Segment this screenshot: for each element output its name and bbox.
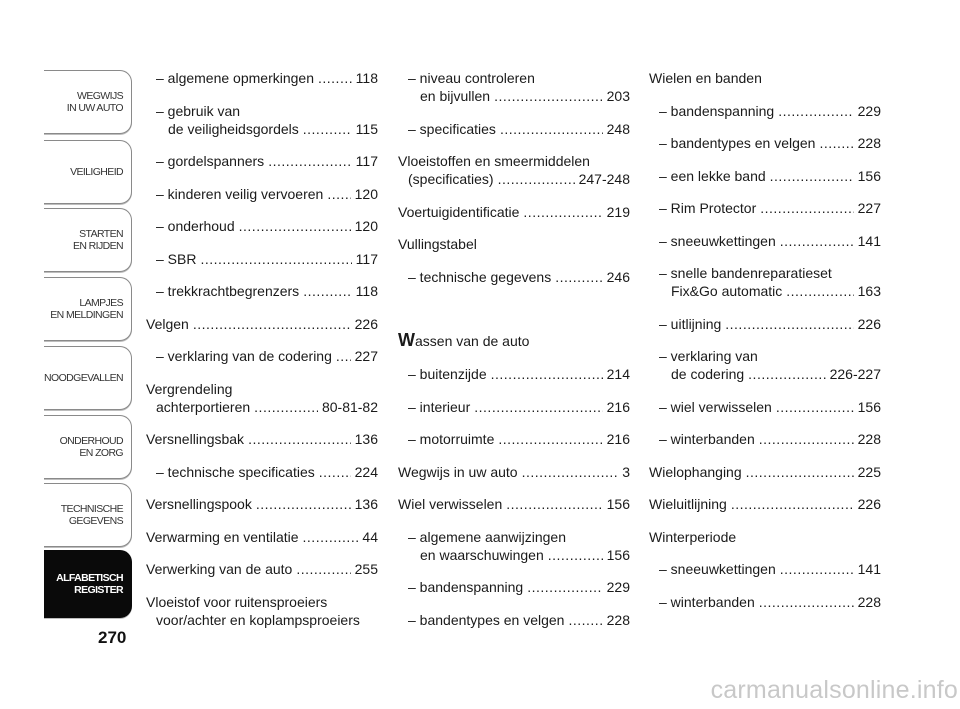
- index-entry: [398, 70, 630, 86]
- index-entry-text: Versnellingspook: [146, 496, 252, 512]
- index-entry: [649, 464, 881, 480]
- leader-dots: [819, 135, 853, 151]
- index-entry: [649, 283, 881, 299]
- index-entry-text: Wielen en banden: [649, 70, 762, 86]
- page-reference: 228: [606, 611, 630, 628]
- page-reference: 227: [354, 348, 378, 364]
- index-entry-text: Verwerking van de auto: [146, 561, 293, 577]
- page-reference: 156: [857, 167, 881, 184]
- index-entry: [146, 464, 378, 480]
- index-entry: [649, 496, 881, 512]
- index-entry-text: Vergrendeling: [146, 380, 233, 397]
- leader-dots: [725, 316, 853, 332]
- index-entry-text: Vullingstabel: [398, 236, 477, 252]
- index-entry: [146, 594, 378, 610]
- chapter-tab[interactable]: [44, 140, 132, 204]
- index-entry: [146, 153, 378, 169]
- index-entry: [398, 366, 630, 382]
- leader-dots: [760, 200, 853, 216]
- chapter-tab[interactable]: [44, 277, 132, 341]
- chapter-tab-label: LAMPJES EN MELDINGEN: [50, 297, 123, 321]
- page-reference: 226-227: [829, 366, 881, 382]
- leader-dots: [303, 121, 352, 137]
- index-entry: [398, 153, 630, 169]
- watermark: carmanualsonline.info: [710, 676, 958, 704]
- index-entry-text: – winterbanden: [659, 593, 755, 610]
- index-entry-text: (specificaties): [408, 171, 494, 187]
- index-entry-text: Fix&Go automatic: [671, 283, 783, 299]
- leader-dots: [759, 594, 854, 610]
- chapter-tab-label: NOODGEVALLEN: [44, 372, 123, 384]
- index-entry: [398, 464, 630, 480]
- leader-dots: [494, 88, 603, 104]
- index-entry-text: – sneeuwkettingen: [659, 561, 776, 577]
- index-entry: [146, 121, 378, 137]
- leader-dots: [254, 399, 318, 415]
- page-reference: 247-248: [578, 171, 630, 187]
- page-number: 270: [98, 628, 127, 647]
- leader-dots: [568, 612, 602, 628]
- page-reference: 156: [857, 398, 881, 415]
- index-entry-text: – snelle bandenreparatieset: [659, 265, 832, 281]
- index-entry: [146, 529, 378, 545]
- leader-dots: [319, 464, 351, 480]
- chapter-tab[interactable]: [44, 550, 132, 618]
- leader-dots: [548, 547, 603, 563]
- index-entry: [398, 171, 630, 187]
- page-reference: 115: [355, 120, 378, 137]
- index-entry-text: Verwarming en ventilatie: [146, 528, 299, 545]
- chapter-tab[interactable]: [44, 483, 132, 547]
- index-entry: [398, 612, 630, 628]
- index-entry-text: voor/achter en koplampsproeiers: [156, 611, 360, 628]
- leader-dots: [748, 366, 825, 382]
- leader-dots: [336, 348, 351, 364]
- index-entry: [649, 561, 881, 577]
- index-entry: [146, 186, 378, 202]
- index-entry-text: – motorruimte: [408, 431, 495, 447]
- index-entry-text: – niveau controleren: [408, 70, 535, 86]
- index-entry: [649, 233, 881, 249]
- leader-dots: [770, 168, 854, 184]
- index-entry: [649, 135, 881, 151]
- chapter-tab-label: TECHNISCHE GEGEVENS: [60, 503, 123, 527]
- leader-dots: [200, 251, 351, 267]
- leader-dots: [303, 283, 351, 299]
- index-entry-text: achterportieren: [156, 398, 251, 415]
- leader-dots: [527, 579, 602, 595]
- leader-dots: [474, 399, 602, 415]
- leader-dots: [759, 431, 854, 447]
- page-reference: 228: [857, 593, 881, 610]
- page-reference: 136: [354, 496, 378, 512]
- section-initial: W: [398, 329, 415, 350]
- index-entry-text: – wiel verwisselen: [659, 398, 772, 415]
- leader-dots: [256, 496, 351, 512]
- chapter-tab[interactable]: [44, 208, 132, 272]
- page-reference: 156: [606, 496, 630, 512]
- section-heading-rest: assen van de auto: [415, 332, 530, 349]
- index-entry-text: – uitlijning: [659, 315, 722, 332]
- chapter-tab-label: STARTEN EN RIJDEN: [72, 228, 123, 252]
- index-entry: [398, 579, 630, 595]
- index-entry-text: Wieluitlijning: [649, 496, 727, 512]
- index-entry-text: – buitenzijde: [408, 366, 487, 382]
- page-reference: 117: [355, 153, 378, 169]
- page-reference: 203: [606, 88, 630, 104]
- index-entry: [649, 431, 881, 447]
- leader-dots: [786, 283, 853, 299]
- index-entry: [398, 399, 630, 415]
- chapter-tab-label: VEILIGHEID: [70, 166, 123, 178]
- index-entry-text: – bandenspanning: [408, 579, 524, 595]
- index-entry-text: – specificaties: [408, 120, 496, 137]
- page-reference: 80-81-82: [321, 398, 378, 415]
- page-reference: 163: [857, 283, 881, 299]
- index-entry: [649, 399, 881, 415]
- index-entry-text: Wielophanging: [649, 463, 742, 480]
- index-entry: [146, 70, 378, 86]
- index-entry-text: – bandenspanning: [659, 102, 775, 119]
- index-entry: [649, 70, 881, 86]
- page-reference: 44: [362, 528, 378, 545]
- page-reference: 216: [606, 398, 630, 415]
- page-reference: 226: [857, 315, 881, 332]
- leader-dots: [498, 431, 602, 447]
- page-reference: 141: [857, 232, 881, 249]
- leader-dots: [780, 561, 854, 577]
- index-entry-text: – bandentypes en velgen: [659, 135, 816, 151]
- index-entry-text: en waarschuwingen: [420, 546, 544, 563]
- page-reference: 219: [606, 203, 630, 220]
- index-entry: [398, 529, 630, 545]
- index-entry: [649, 265, 881, 281]
- index-entry-text: – winterbanden: [659, 431, 755, 447]
- chapter-tab[interactable]: [44, 415, 132, 479]
- index-entry-text: – gebruik van: [156, 102, 241, 119]
- index-entry: [146, 612, 378, 628]
- index-entry-text: – kinderen veilig vervoeren: [156, 185, 324, 202]
- page-reference: 156: [606, 546, 630, 563]
- leader-dots: [746, 464, 854, 480]
- leader-dots: [248, 431, 351, 447]
- index-entry: [649, 366, 881, 382]
- index-entry: [649, 200, 881, 216]
- index-entry: [146, 381, 378, 397]
- page-reference: 228: [857, 431, 881, 447]
- index-entry: [146, 283, 378, 299]
- index-entry-text: de codering: [671, 366, 745, 382]
- index-entry: [649, 103, 881, 119]
- page-reference: 118: [355, 70, 378, 86]
- leader-dots: [778, 103, 853, 119]
- leader-dots: [193, 316, 351, 332]
- page-reference: 136: [354, 431, 378, 447]
- index-entry-text: – gordelspanners: [156, 153, 265, 169]
- leader-dots: [498, 171, 575, 187]
- index-entry-text: Vloeistoffen en smeermiddelen: [398, 153, 590, 169]
- page-reference: 225: [857, 463, 881, 480]
- leader-dots: [522, 464, 619, 480]
- index-entry: [649, 348, 881, 364]
- index-entry-text: – verklaring van: [659, 348, 758, 364]
- index-entry-text: – trekkrachtbegrenzers: [156, 283, 300, 299]
- index-entry-text: – sneeuwkettingen: [659, 232, 776, 249]
- index-entry-text: Vloeistof voor ruitensproeiers: [146, 593, 328, 610]
- index-entry: [146, 316, 378, 332]
- page-reference: 120: [354, 185, 378, 202]
- chapter-tab[interactable]: [44, 346, 132, 410]
- chapter-tab[interactable]: [44, 70, 132, 134]
- index-entry: [398, 329, 630, 350]
- index-entry: [398, 236, 630, 252]
- index-entry-text: en bijvullen: [420, 88, 491, 104]
- index-entry-text: – onderhoud: [156, 218, 235, 234]
- index-entry-text: Velgen: [146, 315, 189, 332]
- leader-dots: [776, 399, 854, 415]
- index-entry: [146, 561, 378, 577]
- index-entry-text: Wiel verwisselen: [398, 496, 503, 512]
- index-entry: [398, 496, 630, 512]
- page-reference: 214: [606, 366, 630, 382]
- index-entry-text: – algemene opmerkingen: [156, 70, 314, 86]
- leader-dots: [506, 496, 602, 512]
- index-entry-text: Winterperiode: [649, 528, 737, 545]
- index-entry-text: – Rim Protector: [659, 200, 757, 216]
- page-reference: 227: [857, 200, 881, 216]
- index-entry: [649, 594, 881, 610]
- page-reference: 255: [354, 561, 378, 577]
- page-reference: 248: [606, 120, 630, 137]
- index-entry: [146, 431, 378, 447]
- index-entry-text: – technische gegevens: [408, 268, 552, 285]
- index-entry: [146, 348, 378, 364]
- leader-dots: [239, 218, 351, 234]
- index-entry-text: [398, 329, 530, 350]
- index-entry: [398, 121, 630, 137]
- index-entry: [398, 88, 630, 104]
- index-entry-text: – SBR: [156, 250, 197, 267]
- index-entry: [398, 269, 630, 285]
- leader-dots: [327, 186, 350, 202]
- index-entry: [146, 496, 378, 512]
- leader-dots: [491, 366, 603, 382]
- page-reference: 224: [354, 463, 378, 480]
- index-entry-text: Wegwijs in uw auto: [398, 463, 518, 480]
- chapter-tab-label: ALFABETISCH REGISTER: [56, 572, 123, 596]
- page-reference: 216: [606, 431, 630, 447]
- index-entry-text: – een lekke band: [659, 167, 766, 184]
- index-entry-text: – interieur: [408, 398, 471, 415]
- index-entry: [146, 399, 378, 415]
- page-reference: 228: [857, 135, 881, 151]
- index-entry-text: Versnellingsbak: [146, 431, 245, 447]
- index-entry: [398, 431, 630, 447]
- leader-dots: [523, 204, 602, 220]
- page-reference: 141: [857, 561, 881, 577]
- chapter-tab-label: ONDERHOUD EN ZORG: [59, 435, 123, 459]
- page-reference: 118: [355, 283, 378, 299]
- index-entry: [146, 218, 378, 234]
- leader-dots: [318, 70, 352, 86]
- leader-dots: [731, 496, 854, 512]
- index-entry-text: de veiligheidsgordels: [168, 120, 299, 137]
- leader-dots: [555, 269, 602, 285]
- index-entry: [649, 529, 881, 545]
- page-reference: 3: [622, 463, 630, 480]
- page-reference: 120: [354, 218, 378, 234]
- index-entry-text: – technische specificaties: [156, 463, 315, 480]
- page-reference: 226: [354, 315, 378, 332]
- index-entry: [649, 168, 881, 184]
- index-entry-text: – bandentypes en velgen: [408, 611, 565, 628]
- index-entry-text: Voertuigidentificatie: [398, 203, 520, 220]
- index-entry-text: – verklaring van de codering: [156, 348, 332, 364]
- index-entry-text: – algemene aanwijzingen: [408, 528, 566, 545]
- page-reference: 246: [606, 268, 630, 285]
- leader-dots: [303, 529, 359, 545]
- index-entry: [398, 547, 630, 563]
- index-entry: [146, 103, 378, 119]
- page-reference: 226: [857, 496, 881, 512]
- chapter-tab-label: WEGWIJS IN UW AUTO: [66, 90, 123, 114]
- leader-dots: [780, 233, 854, 249]
- index-entry: [649, 316, 881, 332]
- leader-dots: [268, 153, 351, 169]
- page-reference: 229: [606, 579, 630, 595]
- leader-dots: [296, 561, 350, 577]
- leader-dots: [500, 121, 603, 137]
- index-entry: [146, 251, 378, 267]
- index-entry: [398, 204, 630, 220]
- page-reference: 117: [355, 250, 378, 267]
- page-reference: 229: [857, 102, 881, 119]
